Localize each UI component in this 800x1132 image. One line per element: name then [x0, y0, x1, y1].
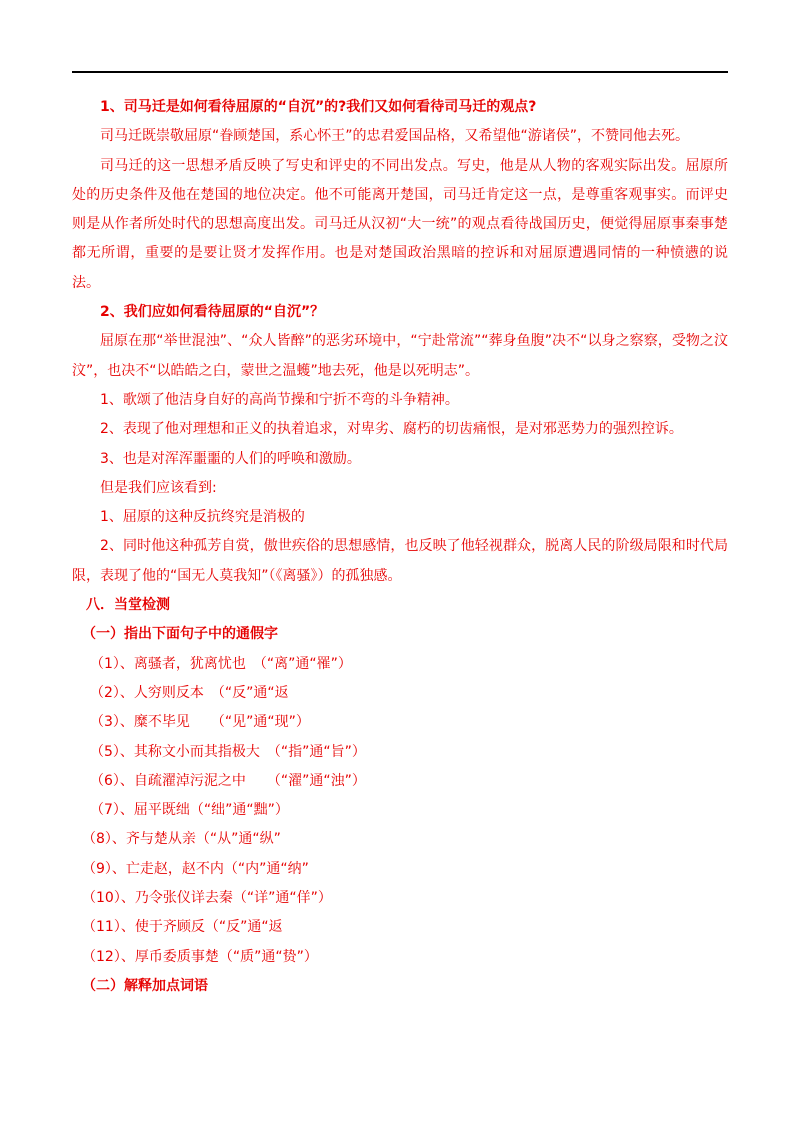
section-8-subheading-2: （二）解释加点词语	[82, 977, 208, 994]
question-2-point-3: 3、也是对浑浑噩噩的人们的呼唤和激励。	[100, 450, 361, 467]
question-1-paragraph-1: 司马迁既崇敬屈原“眷顾楚国，系心怀王”的忠君爱国品格，又希望他“游诸侯”，不赞同他去死。	[100, 128, 690, 145]
tongjia-item: （3）、糜不毕见 （“见”通“现”）	[90, 714, 310, 731]
question-2-but-intro: 但是我们应该看到:	[100, 479, 217, 496]
tongjia-item: （6）、自疏濯淖污泥之中 （“濯”通“浊”）	[90, 772, 366, 789]
tongjia-item: （5）、其称文小而其指极大 （“指”通“旨”）	[90, 743, 366, 760]
question-2-heading: 2、我们应如何看待屈原的“自沉”？	[100, 304, 325, 321]
question-2-but-point-1: 1、屈原的这种反抗终究是消极的	[100, 509, 305, 526]
question-1-heading: 1、司马迁是如何看待屈原的“自沉”的?我们又如何看待司马迁的观点?	[100, 99, 537, 115]
tongjia-item: （1）、离骚者，犹离忧也 （“离”通“罹”）	[90, 655, 352, 672]
section-8-heading: 八．当堂检测	[86, 597, 170, 614]
tongjia-item: （8）、齐与楚从亲（“从”通“纵”	[82, 831, 281, 848]
header-rule	[72, 71, 728, 73]
tongjia-item: （7）、屈平既绌（“绌”通“黜”）	[90, 802, 289, 819]
tongjia-item: （9）、亡走赵，赵不内（“内”通“纳”	[82, 860, 309, 877]
question-2-point-1: 1、歌颂了他洁身自好的高尚节操和宁折不弯的斗争精神。	[100, 391, 459, 408]
tongjia-item: （12）、厚币委质事楚（“质”通“贽”）	[82, 948, 318, 965]
question-2-paragraph-1: 屈原在那“举世混浊”、“众人皆醉”的恶劣环境中，“宁赴常流”“葬身鱼腹”决不“以身之察察，受物之汶汶”，也决不“以皓皓之白，蒙世之温蠖”地去死，他是以死明志”。	[72, 333, 728, 379]
question-1-paragraph-2: 司马迁的这一思想矛盾反映了写史和评史的不同出发点。写史，他是从人物的客观实际出发。屈原所处的历史条件及他在楚国的地位决定。他不可能离开楚国，司马迁肯定这一点，是尊重客观事实。而评史则是从作者所处时代的思想高度出发。司马迁从汉初“大一统”的观点看待战国历史，便觉得屈原事秦事楚都无所谓，重要的是要让贤才发挥作用。也是对楚国政治黑暗的控诉和对屈原遭遇同情的一种愤懑的说法。	[72, 157, 728, 291]
tongjia-item: （10）、乃令张仪详去秦（“详”通“佯”）	[82, 890, 332, 907]
document-body	[72, 93, 728, 1001]
section-8-subheading-1: （一）指出下面句子中的通假字	[82, 626, 278, 643]
tongjia-item: （11）、使于齐顾反（“反”通“返	[82, 919, 283, 936]
tongjia-item: （2）、人穷则反本 （“反”通“返	[90, 684, 289, 701]
question-2-point-2: 2、表现了他对理想和正义的执着追求，对卑劣、腐朽的切齿痛恨，是对邪恶势力的强烈控诉。	[100, 421, 683, 438]
question-2-but-point-2: 2、同时他这种孤芳自赏，傲世疾俗的思想感情，也反映了他轻视群众，脱离人民的阶级局限和时代局限，表现了他的“国无人莫我知”（《离骚》）的孤独感。	[72, 538, 728, 584]
